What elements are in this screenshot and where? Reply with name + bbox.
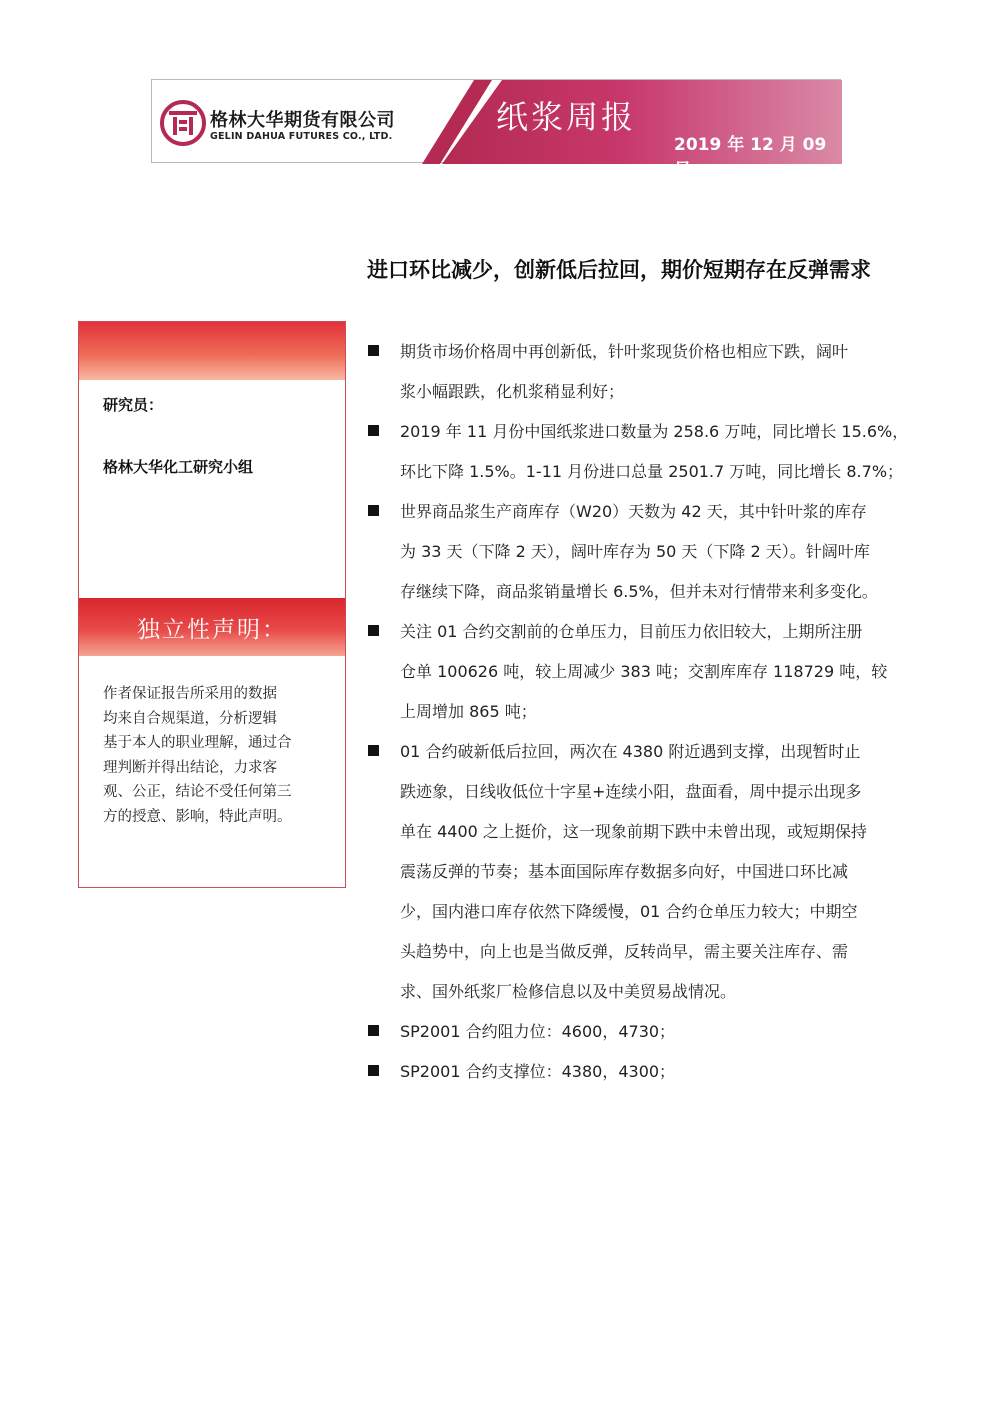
bullet-line: 世界商品浆生产商库存（W20）天数为 42 天，其中针叶浆的库存 — [400, 502, 867, 521]
disclaimer-line: 作者保证报告所采用的数据 — [103, 686, 277, 702]
bullet-line: 为 33 天（下降 2 天），阔叶库存为 50 天（下降 2 天）。针阔叶库 — [400, 542, 870, 561]
company-logo-icon — [160, 100, 206, 146]
bullet-line: SP2001 合约阻力位：4600，4730； — [400, 1022, 676, 1041]
disclaimer-title: 独立性声明： — [137, 617, 287, 643]
bullet-line: 震荡反弹的节奏；基本面国际库存数据多向好，中国进口环比减 — [400, 862, 849, 881]
sidebar-panel — [78, 321, 346, 888]
bullet-square-icon — [368, 345, 379, 356]
disclaimer-line: 基于本人的职业理解，通过合 — [103, 735, 292, 751]
headline: 进口环比减少，创新低后拉回，期价短期存在反弹需求 — [367, 258, 871, 282]
bullet-square-icon — [368, 745, 379, 756]
report-header — [151, 79, 841, 180]
researcher-label: 研究员： — [103, 396, 164, 414]
disclaimer-line: 观、公正，结论不受任何第三 — [103, 784, 292, 800]
bullet-square-icon — [368, 1025, 379, 1036]
bullet-square-icon — [368, 505, 379, 516]
disclaimer-line: 方的授意、影响，特此声明。 — [103, 808, 292, 825]
bullet-line: 浆小幅跟跌，化机浆稍显利好； — [400, 382, 625, 401]
bullet-item — [366, 732, 966, 1012]
report-date: 2019 年 12 月 09 日 — [674, 135, 827, 180]
summary-bullets — [366, 332, 966, 1092]
bullet-line: 上周增加 865 吨； — [400, 702, 537, 721]
bullet-item — [366, 332, 966, 412]
sidebar-top-band — [79, 322, 345, 380]
bullet-line: SP2001 合约支撑位：4380，4300； — [400, 1062, 676, 1081]
bullet-line: 2019 年 11 月份中国纸浆进口数量为 258.6 万吨，同比增长 15.6%， — [400, 422, 909, 441]
bullet-line: 仓单 100626 吨，较上周减少 383 吨；交割库库存 118729 吨，较 — [400, 662, 888, 681]
research-team: 格林大华化工研究小组 — [103, 458, 254, 476]
company-name-en: GELIN DAHUA FUTURES CO., LTD. — [210, 131, 393, 142]
bullet-line: 关注 01 合约交割前的仓单压力，目前压力依旧较大，上期所注册 — [400, 622, 863, 641]
bullet-item — [366, 412, 966, 492]
disclaimer-band — [79, 598, 345, 656]
report-title: 纸浆周报 — [496, 98, 637, 136]
disclaimer-text — [103, 682, 325, 829]
bullet-line: 求、国外纸浆厂检修信息以及中美贸易战情况。 — [400, 982, 737, 1001]
bullet-line: 01 合约破新低后拉回，两次在 4380 附近遇到支撑，出现暂时止 — [400, 742, 861, 761]
bullet-line: 期货市场价格周中再创新低，针叶浆现货价格也相应下跌，阔叶 — [400, 342, 849, 361]
disclaimer-line: 均来自合规渠道，分析逻辑 — [103, 710, 277, 727]
bullet-square-icon — [368, 625, 379, 636]
bullet-item — [366, 1052, 966, 1092]
bullet-square-icon — [368, 425, 379, 436]
disclaimer-line: 理判断并得出结论，力求客 — [103, 759, 277, 776]
bullet-line: 少，国内港口库存依然下降缓慢，01 合约仓单压力较大；中期空 — [400, 902, 858, 921]
company-name-cn: 格林大华期货有限公司 — [210, 110, 395, 131]
bullet-line: 跌迹象，日线收低位十字星+连续小阳，盘面看，周中提示出现多 — [400, 782, 862, 801]
bullet-line: 单在 4400 之上挺价，这一现象前期下跌中未曾出现，或短期保持 — [400, 822, 867, 841]
bullet-item — [366, 612, 966, 732]
bullet-line: 头趋势中，向上也是当做反弹，反转尚早，需主要关注库存、需 — [400, 942, 849, 961]
bullet-square-icon — [368, 1065, 379, 1076]
bullet-line: 存继续下降，商品浆销量增长 6.5%，但并未对行情带来利多变化。 — [400, 582, 878, 601]
bullet-item — [366, 1012, 966, 1052]
bullet-line: 环比下降 1.5%。1-11 月份进口总量 2501.7 万吨，同比增长 8.7%； — [400, 462, 904, 481]
bullet-item — [366, 492, 966, 612]
